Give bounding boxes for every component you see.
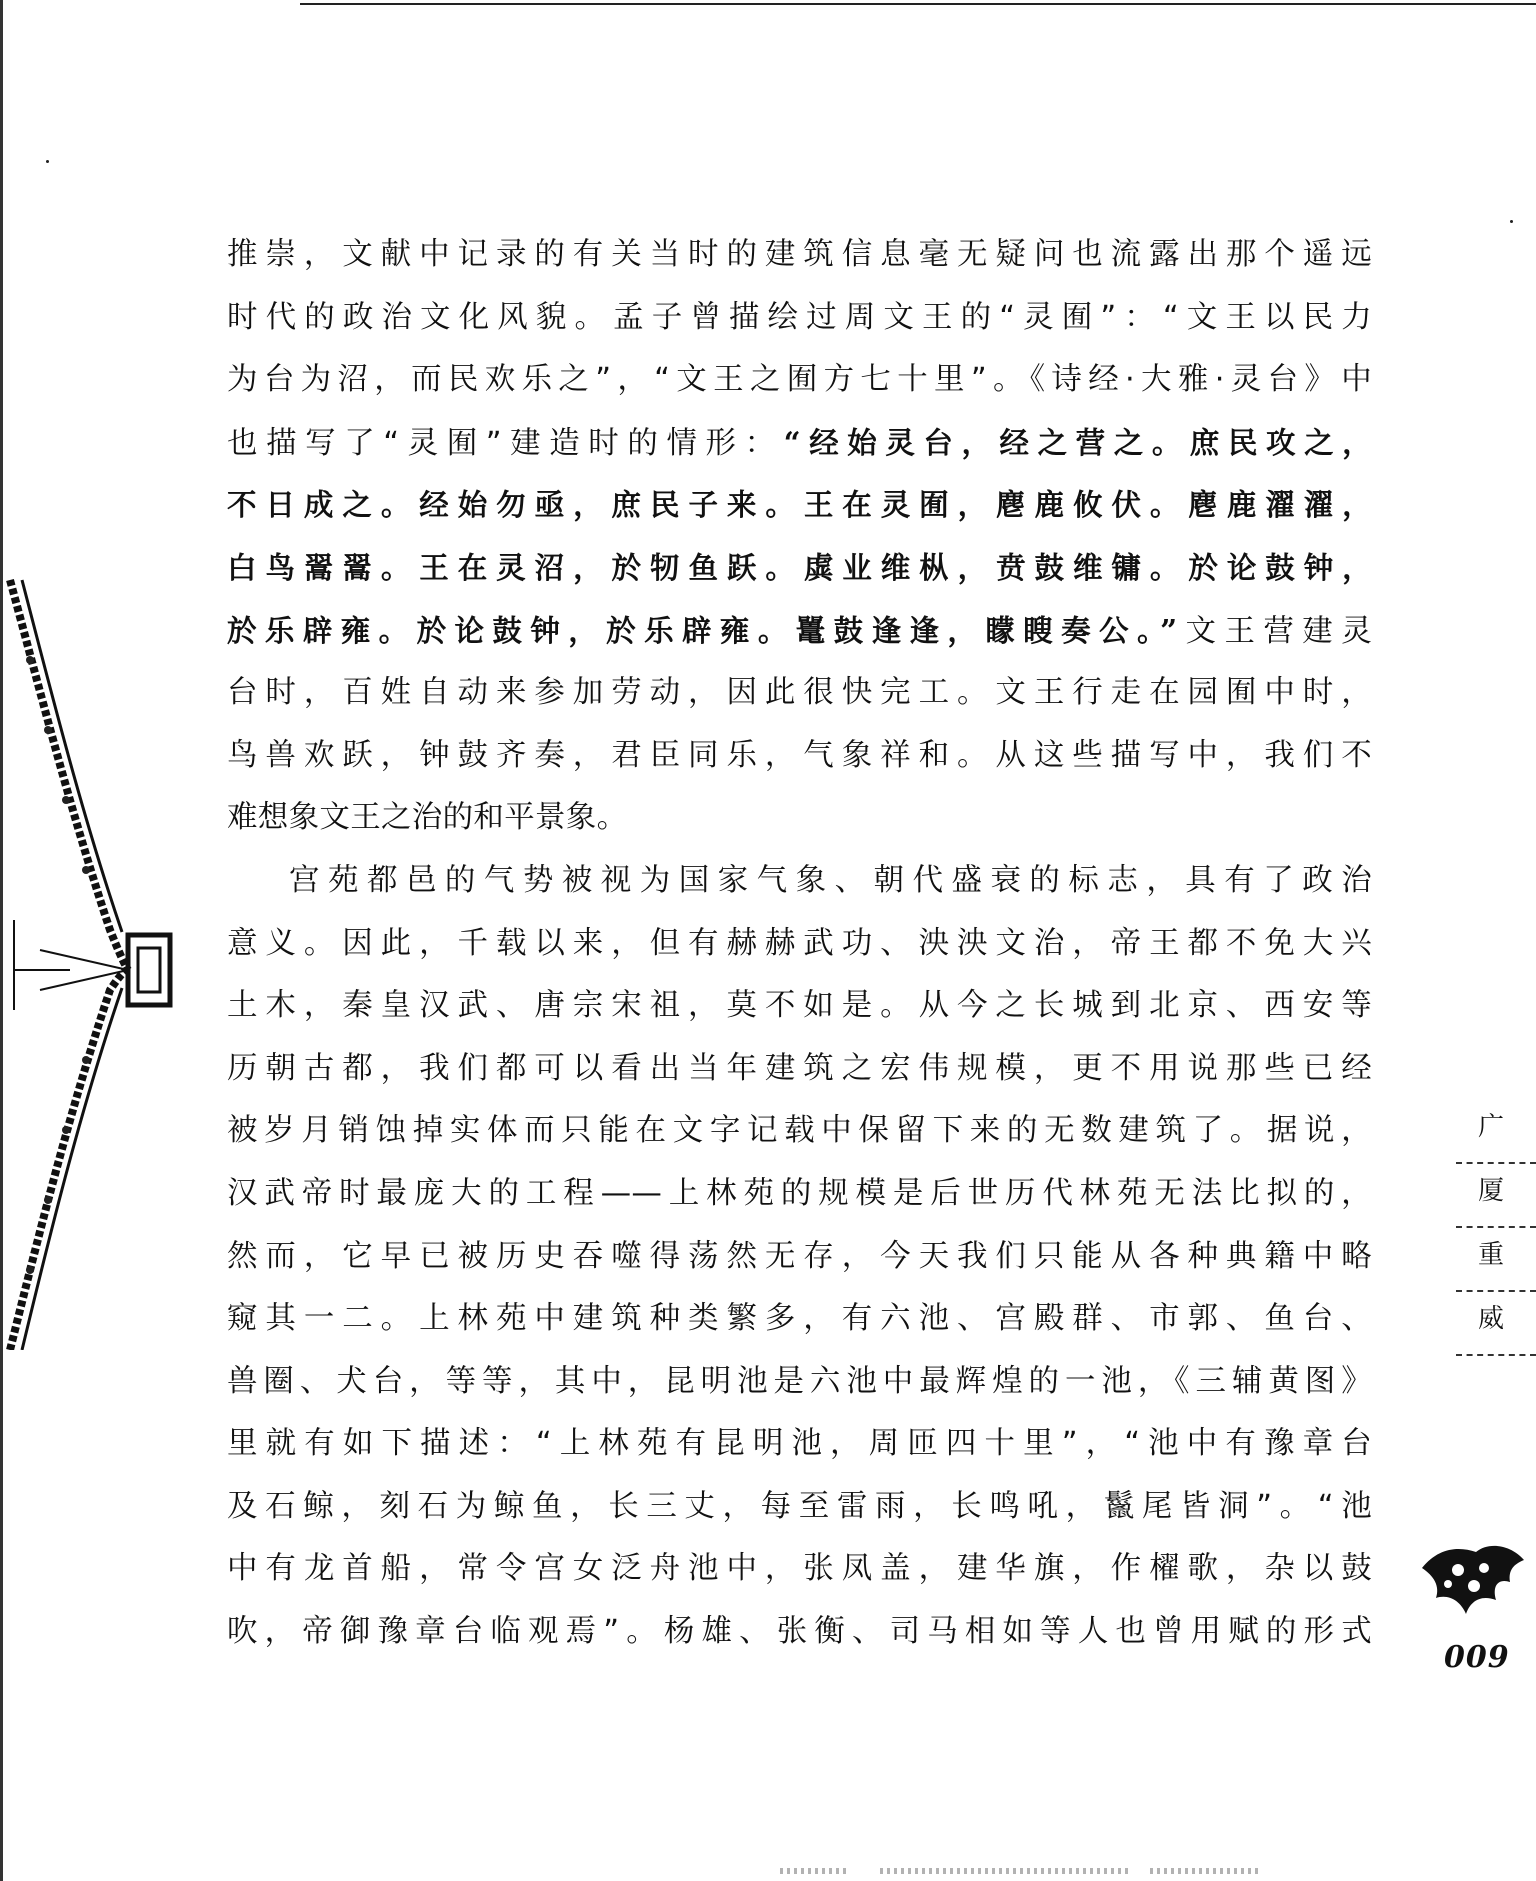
text-line: 吹，帝御豫章台临观焉”。杨雄、张衡、司马相如等人也曾用赋的形式 [227,1614,1372,1650]
text-line: 然而，它早已被历史吞噬得荡然无存，今天我们只能从各种典籍中略 [227,1238,1372,1274]
text-line: 土木，秦皇汉武、唐宗宋祖，莫不如是。从今之长城到北京、西安等 [227,988,1372,1024]
sidebar-char-text: 广 [1478,1112,1505,1142]
text-line: 时代的政治文化风貌。孟子曾描绘过周文王的“灵囿”：“文王以民力 [227,299,1372,335]
text-line: 汉武帝时最庞大的工程——上林苑的规模是后世历代林苑无法比拟的， [227,1175,1372,1211]
poem-line: 白鸟翯翯。王在灵沼，於牣鱼跃。虡业维枞，贲鼓维镛。於论鼓钟， [227,549,1372,585]
sidebar-char-text: 厦 [1478,1176,1505,1206]
scan-noise [780,1868,850,1874]
text-line: 为台为沼，而民欢乐之”，“文王之囿方七十里”。《诗经·大雅·灵台》中 [227,362,1372,398]
page-number: 009 [1444,1640,1510,1675]
sidebar-char [1456,1100,1536,1164]
poem-quote: 於乐辟雍。於论鼓钟，於乐辟雍。鼍鼓逢逢，矇瞍奏公。” [227,612,1178,648]
sidebar-char-text: 威 [1478,1304,1505,1334]
text-line: 窥其一二。上林苑中建筑种类繁多，有六池、宫殿群、市郭、鱼台、 [227,1301,1372,1337]
text-segment: 文王营建灵 [1177,613,1372,649]
text-line: 被岁月销蚀掉实体而只能在文字记载中保留下来的无数建筑了。据说， [227,1113,1372,1149]
text-line: 及石鲸，刻石为鲸鱼，长三丈，每至雷雨，长鸣吼，鬣尾皆洞”。“池 [227,1488,1372,1524]
scan-noise [880,1868,1130,1874]
section-title-sidebar [1456,1100,1536,1356]
text-line: 兽圈、犬台，等等，其中，昆明池是六池中最辉煌的一池，《三辅黄图》 [227,1363,1372,1399]
sidebar-char [1456,1292,1536,1356]
top-rule [300,3,1536,5]
body-text [227,224,1372,1664]
scan-noise [1150,1868,1260,1874]
text-line [227,412,1372,475]
text-line: 宫苑都邑的气势被视为国家气象、朝代盛衰的标志，具有了政治 [289,862,1372,898]
text-line: 中有龙首船，常令宫女泛舟池中，张凤盖，建华旗，作櫂歌，杂以鼓 [227,1551,1372,1587]
text-segment: 也描写了“灵囿”建造时的情形： [227,425,784,461]
text-line: 难想象文王之治的和平景象。 [227,800,628,836]
text-line: 推崇，文献中记录的有关当时的建筑信息毫无疑问也流露出那个遥远 [227,237,1372,272]
scan-speck [46,160,49,163]
text-line: 里就有如下描述：“上林苑有昆明池，周匝四十里”，“池中有豫章台 [227,1426,1372,1462]
poem-quote: “经始灵台，经之营之。庶民攻之， [783,424,1372,460]
text-line: 意义。因此，千载以来，但有赫赫武功、泱泱文治，帝王都不免大兴 [227,925,1372,961]
sidebar-char [1456,1164,1536,1228]
scan-speck [1510,220,1513,223]
text-line: 台时，百姓自动来参加劳动，因此很快完工。文王行走在园囿中时， [227,675,1372,711]
text-line: 历朝古都，我们都可以看出当年建筑之宏伟规模，更不用说那些已经 [227,1050,1372,1086]
sidebar-char [1456,1228,1536,1292]
text-line: 鸟兽欢跃，钟鼓齐奏，君臣同乐，气象祥和。从这些描写中，我们不 [227,737,1372,773]
text-line [227,600,1372,663]
sidebar-char-text: 重 [1478,1240,1505,1270]
ornament-emblem-icon [1418,1538,1528,1618]
poem-line: 不日成之。经始勿亟，庶民子来。王在灵囿，麀鹿攸伏。麀鹿濯濯， [227,487,1372,523]
roof-ridge-ornament [0,570,190,1350]
